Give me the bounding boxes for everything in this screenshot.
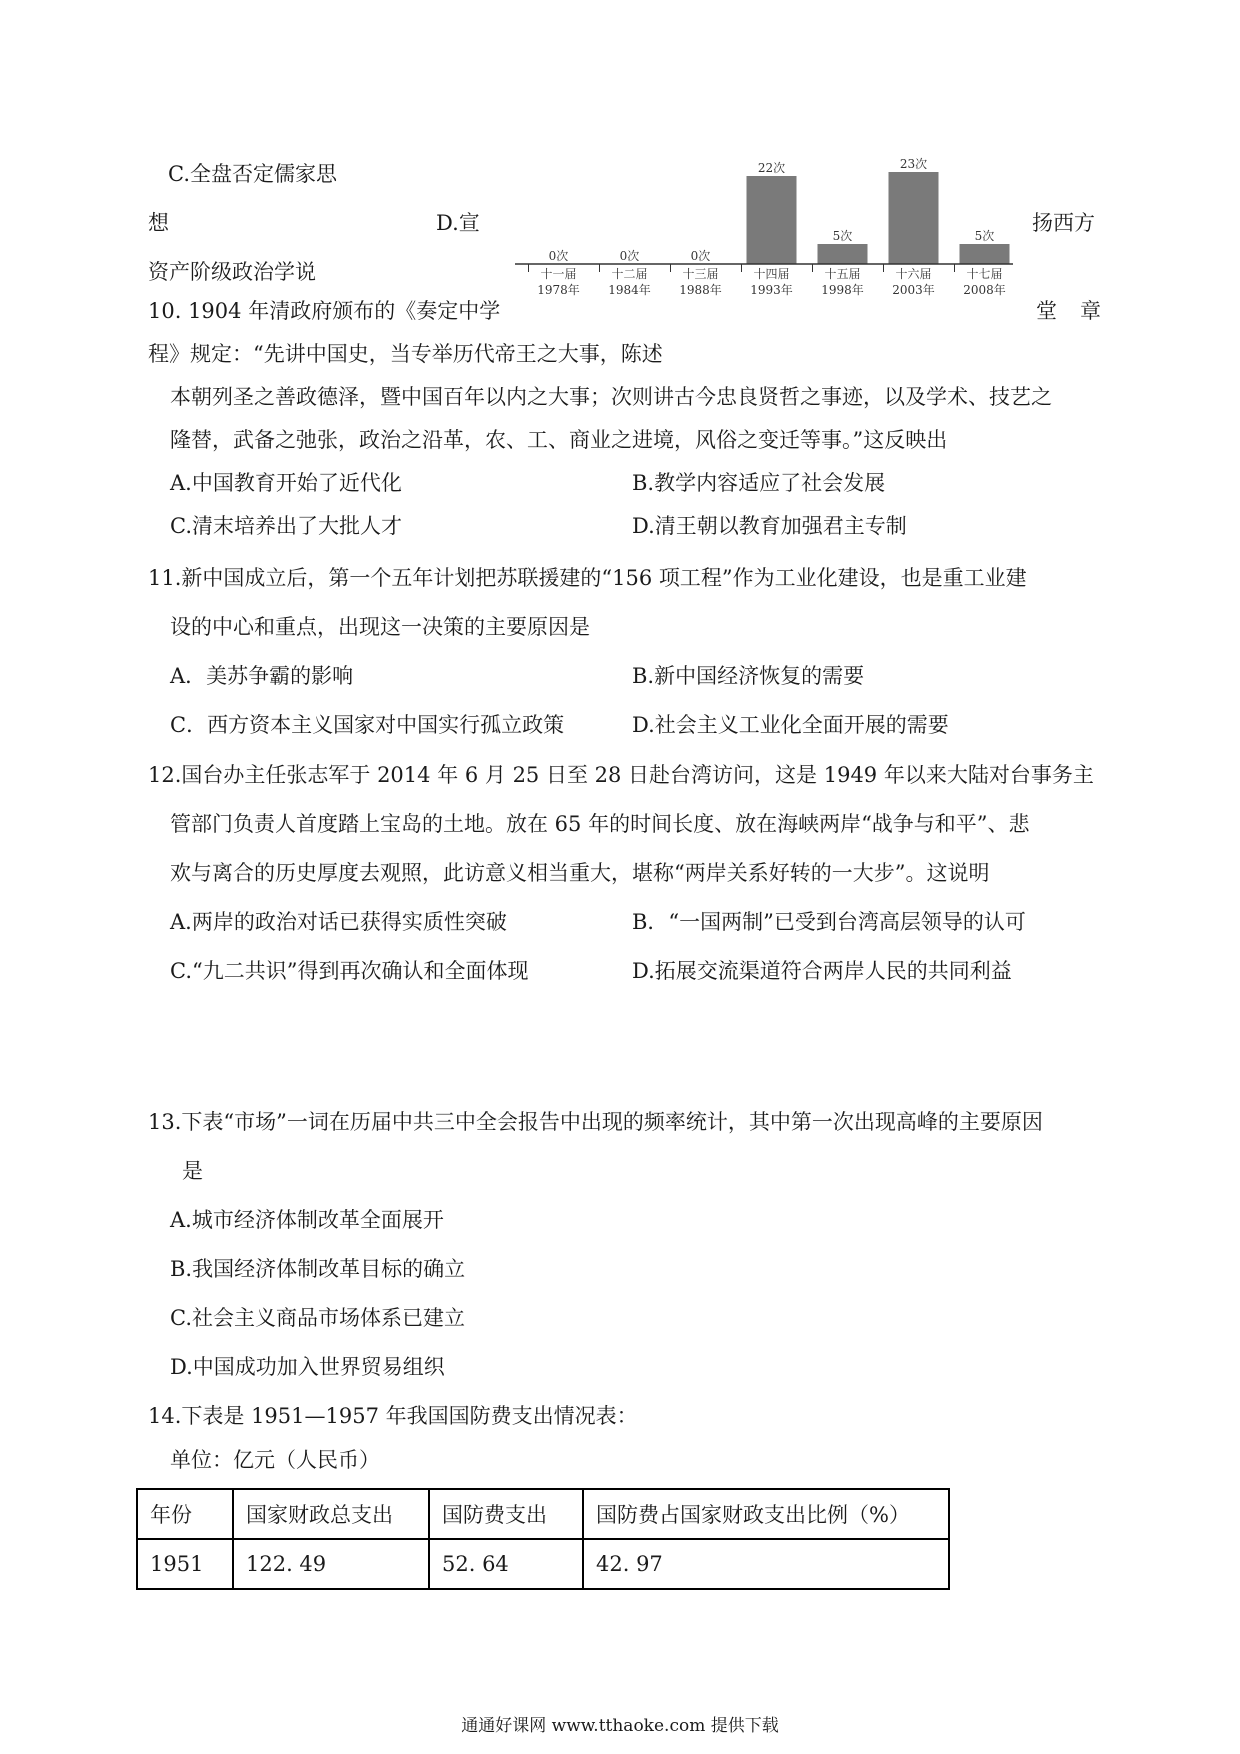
table-cell: 42. 97 (583, 1539, 949, 1589)
chart-data-label: 0次 (548, 249, 569, 263)
q12-line2: 管部门负责人首度踏上宝岛的土地。放在 65 年的时间长度、放在海峡两岸“战争与和平”、悲 (170, 812, 1030, 836)
q11-option-c: C．西方资本主义国家对中国实行孤立政策 (170, 713, 565, 737)
q10-option-c: C.清末培养出了大批人才 (170, 514, 402, 538)
q9-option-d-end: 扬西方 (1032, 211, 1095, 235)
chart-year-label: 1993年 (750, 283, 793, 297)
q11-line2: 设的中心和重点，出现这一决策的主要原因是 (170, 615, 590, 639)
q10-option-d: D.清王朝以教育加强君主专制 (632, 514, 907, 538)
q10-option-a: A.中国教育开始了近代化 (170, 471, 402, 495)
chart-year-label: 1978年 (537, 283, 580, 297)
chart-data-label: 0次 (619, 249, 640, 263)
table-header-cell: 年份 (137, 1489, 233, 1539)
q12-option-b: B．“一国两制”已受到台湾高层领导的认可 (632, 910, 1026, 934)
table-cell: 52. 64 (429, 1539, 583, 1589)
q9-option-d-line2: 资产阶级政治学说 (148, 260, 316, 284)
chart-data-label: 0次 (690, 249, 711, 263)
q12-option-c: C.“九二共识”得到再次确认和全面体现 (170, 959, 529, 983)
chart-bar (818, 244, 868, 264)
chart-bar (747, 176, 797, 264)
table-header-row (137, 1489, 949, 1539)
q10-line1-end-a: 堂 (1036, 299, 1057, 323)
q9-option-d-start: D.宣 (436, 211, 480, 235)
q11-option-d: D.社会主义工业化全面开展的需要 (632, 713, 949, 737)
q12-option-d: D.拓展交流渠道符合两岸人民的共同利益 (632, 959, 1012, 983)
q11-option-a: A．美苏争霸的影响 (170, 664, 354, 688)
page-footer: 通通好课网 www.tthaoke.com 提供下载 (461, 1716, 779, 1736)
q10-line3: 本朝列圣之善政德泽，暨中国百年以内之大事；次则讲古今忠良贤哲之事迹，以及学术、技艺之 (170, 385, 1052, 409)
table-header-cell: 国家财政总支出 (233, 1489, 429, 1539)
chart-category-label: 十三届 (682, 267, 719, 281)
q14-line1: 14.下表是 1951—1957 年我国国防费支出情况表： (148, 1404, 638, 1428)
q13-line2: 是 (182, 1159, 203, 1183)
chart-bar (960, 244, 1010, 264)
chart-data-label: 5次 (974, 229, 995, 243)
q14-unit: 单位：亿元（人民币） (170, 1448, 380, 1472)
q13-line1: 13.下表“市场”一词在历届中共三中全会报告中出现的频率统计，其中第一次出现高峰的主要原因 (148, 1110, 1043, 1134)
table-cell: 1951 (137, 1539, 233, 1589)
q12-line3: 欢与离合的历史厚度去观照，此访意义相当重大，堪称“两岸关系好转的一大步”。这说明 (170, 861, 990, 885)
chart-category-label: 十四届 (753, 267, 790, 281)
q11-option-b: B.新中国经济恢复的需要 (632, 664, 865, 688)
chart-bar (889, 172, 939, 264)
chart-category-label: 十六届 (895, 267, 932, 281)
market-frequency-chart (515, 150, 1015, 300)
chart-category-label: 十二届 (611, 267, 648, 281)
chart-year-label: 2003年 (892, 283, 935, 297)
q13-option-c: C.社会主义商品市场体系已建立 (170, 1306, 465, 1330)
q10-line4: 隆替，武备之弛张，政治之沿革，农、工、商业之进境，风俗之变迁等事。”这反映出 (170, 428, 948, 452)
chart-year-label: 2008年 (963, 283, 1006, 297)
q11-line1: 11.新中国成立后，第一个五年计划把苏联援建的“156 项工程”作为工业化建设，也是重工业建 (148, 566, 1027, 590)
chart-year-label: 1988年 (679, 283, 722, 297)
q12-line1: 12.国台办主任张志军于 2014 年 6 月 25 日至 28 日赴台湾访问，这是 1949 年以来大陆对台事务主 (148, 763, 1094, 787)
q10-line1-end-b: 章 (1080, 299, 1101, 323)
q10-line1-start: 10. 1904 年清政府颁布的《奏定中学 (148, 299, 501, 323)
q9-option-c-line2: 想 (148, 211, 169, 235)
chart-category-label: 十七届 (966, 267, 1003, 281)
q13-option-d: D.中国成功加入世界贸易组织 (170, 1355, 445, 1379)
q10-option-b: B.教学内容适应了社会发展 (632, 471, 886, 495)
q12-option-a: A.两岸的政治对话已获得实质性突破 (170, 910, 507, 934)
chart-data-label: 22次 (757, 161, 786, 175)
table-row (137, 1539, 949, 1589)
chart-data-label: 23次 (899, 157, 928, 171)
table-header-cell: 国防费支出 (429, 1489, 583, 1539)
q13-option-a: A.城市经济体制改革全面展开 (170, 1208, 444, 1232)
chart-year-label: 1984年 (608, 283, 651, 297)
table-cell: 122. 49 (233, 1539, 429, 1589)
q13-option-b: B.我国经济体制改革目标的确立 (170, 1257, 466, 1281)
chart-category-label: 十五届 (824, 267, 861, 281)
chart-data-label: 5次 (832, 229, 853, 243)
table-header-cell: 国防费占国家财政支出比例（%） (583, 1489, 949, 1539)
chart-year-label: 1998年 (821, 283, 864, 297)
q9-option-c-line1: C.全盘否定儒家思 (168, 162, 337, 186)
defense-spending-table (136, 1488, 950, 1590)
chart-category-label: 十一届 (540, 267, 577, 281)
q10-line2: 程》规定：“先讲中国史，当专举历代帝王之大事，陈述 (148, 342, 663, 366)
